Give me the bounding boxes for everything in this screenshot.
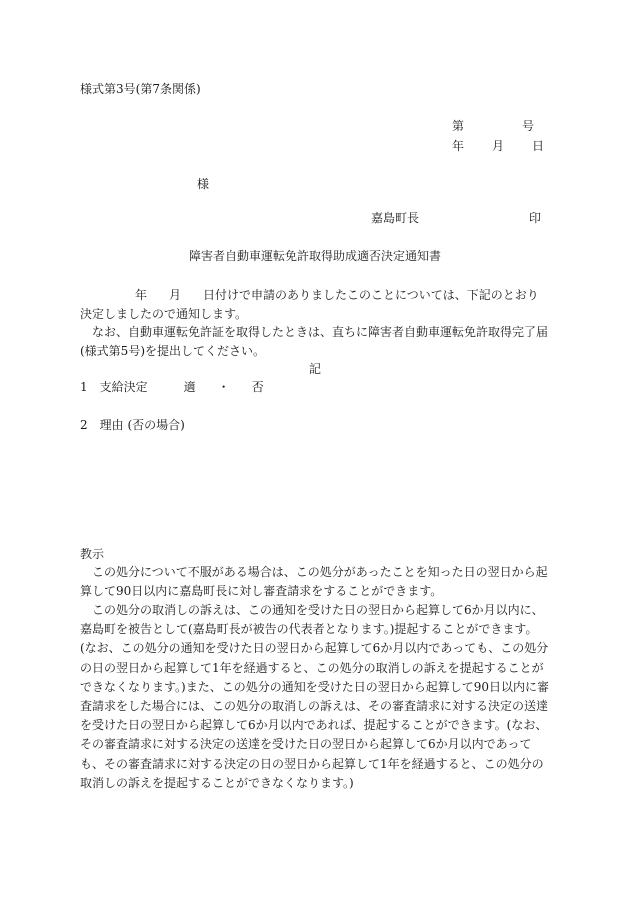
issue-number-prefix: 第 bbox=[452, 119, 465, 133]
issuer-name: 嘉島町長 bbox=[371, 211, 420, 225]
item1-dot: ・ bbox=[217, 380, 230, 394]
issuer-seal: 印 bbox=[529, 211, 542, 225]
item-reason bbox=[80, 416, 185, 435]
date-line bbox=[452, 137, 544, 156]
form-number: 様式第3号(第7条関係) bbox=[80, 82, 201, 96]
intro-year: 年 bbox=[135, 288, 148, 302]
item-payment-decision bbox=[80, 378, 264, 397]
notice-paragraph: なお、自動車運転免許証を取得したときは、直ちに障害者自動車運転免許取得完了届(様式第5号)を提出してください。 bbox=[80, 325, 549, 359]
date-month: 月 bbox=[492, 139, 505, 153]
kyoji-paragraph-2: この処分の取消しの訴えは、この通知を受けた日の翌日から起算して6か月以内に、嘉島町を被告として(嘉島町長が被告の代表者となります。)提起することができます。(なお、この処分の通知を受けた日の翌日から起算して6か月以内であっても、この処分の日の翌日から起算して1年を経過すると、この処分の取消しの訴えを提起することができなくなります。)また、この処分の通知を受けた日の翌日から起算して90日以内に審査請求をした場合には、この処分の取消しの訴えは、その審査請求に対する決定の送達を受けた日の翌日から起算して6か月以内であれば、提起することができます。(なお、その審査請求に対する決定の送達を受けた日の翌日から起算して6か月以内であっても、その審査請求に対する決定の日の翌日から起算して1年を経過すると、この処分の取消しの訴えを提起することができなくなります。) bbox=[80, 603, 549, 790]
document-title: 障害者自動車運転免許取得助成適否決定通知書 bbox=[188, 249, 441, 263]
date-year: 年 bbox=[452, 139, 465, 153]
issuer-line bbox=[371, 209, 541, 228]
intro-rest: 日付けで申請のありましたこのことについては、下記のとおり決定しましたので通知します。 bbox=[80, 288, 539, 322]
item2-number: 2 bbox=[80, 418, 88, 432]
issue-number-line bbox=[452, 117, 534, 136]
date-day: 日 bbox=[532, 139, 545, 153]
item1-deny: 否 bbox=[251, 380, 264, 394]
intro-paragraph bbox=[80, 286, 550, 324]
issue-number-suffix: 号 bbox=[522, 119, 535, 133]
item1-number: 1 bbox=[80, 380, 88, 394]
item1-label: 支給決定 bbox=[99, 380, 148, 394]
ki-heading: 記 bbox=[308, 362, 321, 376]
item1-approve: 適 bbox=[183, 380, 196, 394]
kyoji-paragraph-1: この処分について不服がある場合は、この処分があったことを知った日の翌日から起算して90日以内に嘉島町長に対し審査請求をすることができます。 bbox=[80, 565, 548, 599]
item2-label: 理由 (否の場合) bbox=[99, 418, 185, 432]
intro-month: 月 bbox=[169, 288, 182, 302]
addressee-suffix: 様 bbox=[197, 177, 210, 191]
kyoji-heading: 教示 bbox=[80, 547, 105, 561]
